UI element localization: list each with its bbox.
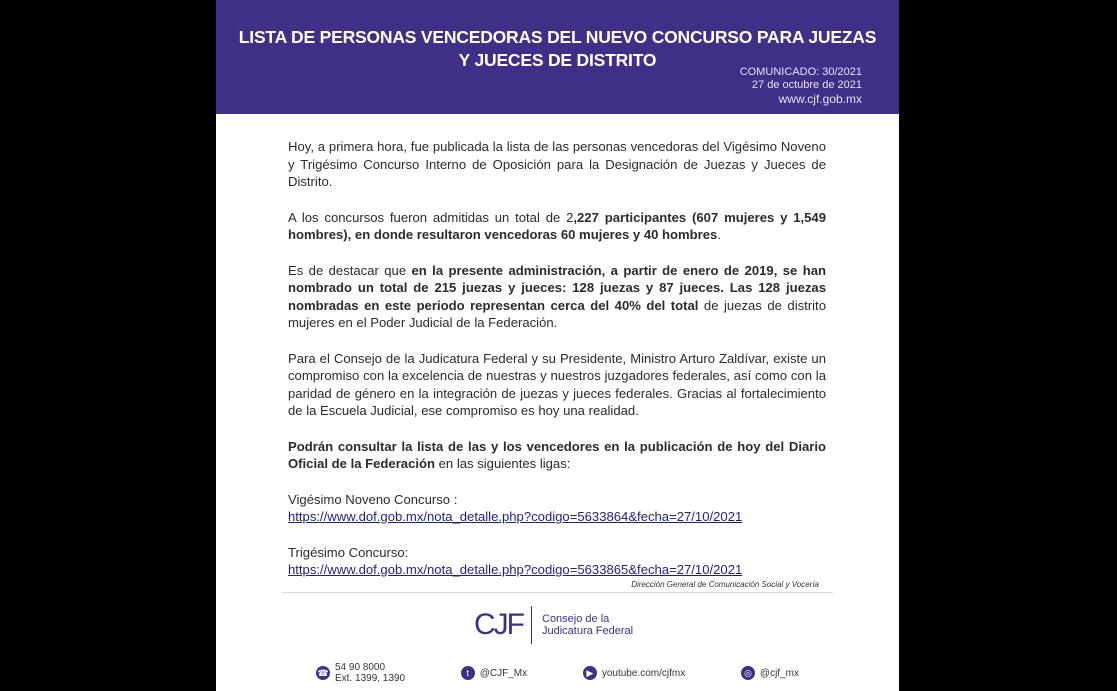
paragraph-1: Hoy, a primera hora, fue publicada la lista de las personas vencedoras del Vigésimo Noveno y Trigésimo Concurso Interno de Oposición para la Designación de Juezas y Jueces de Distrito. [288, 139, 826, 189]
p3-text: Es de destacar que [288, 262, 412, 278]
logo-text [542, 613, 633, 637]
paragraph-5 [288, 438, 826, 473]
logo-separator [531, 606, 532, 644]
twitter-handle[interactable]: @CJF_Mx [479, 667, 528, 679]
paragraph-2 [288, 209, 826, 244]
phone-icon: ☎ [316, 666, 330, 680]
phone-contact [316, 662, 405, 684]
youtube-link[interactable]: youtube.com/cjfmx [601, 667, 686, 679]
phone-text [335, 662, 405, 684]
p3-bold: en la presente administración, a partir de enero de 2019, se han nombrado un total de 215 juezas y jueces: 128 juezas y 87 jueces. Las 128 juezas nombradas en este periodo representan cerca del 40% del total [288, 262, 826, 313]
p5-bold: Podrán consultar la lista de las y los vencedores en la publicación de hoy del Diario Oficial de la Federación [288, 438, 826, 471]
link-block-2 [288, 544, 826, 579]
p2-bold: ,227 participantes (607 mujeres y 1,549 hombres), en donde resultaron vencedoras 60 mujeres y 40 hombres [288, 209, 826, 242]
instagram-handle[interactable]: @cjf_mx [759, 667, 799, 679]
link-block-1 [288, 491, 826, 526]
link2-url[interactable]: https://www.dof.gob.mx/nota_detalle.php?codigo=5633865&fecha=27/10/2021 [288, 562, 743, 577]
contact-footer [316, 662, 799, 684]
youtube-icon: ▶ [583, 666, 597, 680]
release-date: 27 de octubre de 2021 [751, 78, 862, 91]
signature: Dirección General de Comunicación Social y Vocería [631, 580, 819, 589]
title-line-2: Y JUECES DE DISTRITO [458, 50, 657, 70]
p2-end: . [717, 227, 721, 242]
paragraph-4: Para el Consejo de la Judicatura Federal y su Presidente, Ministro Arturo Zaldívar, existe un compromiso con la excelencia de nuestras y nuestros juzgadores federales, así como con la paridad de género en la integración de juezas y jueces federales. Gracias al fortalecimiento de la Escuela Judicial, ese compromiso es hoy una realidad. [288, 350, 826, 418]
instagram-icon: ◎ [741, 666, 755, 680]
phone-number: 54 90 8000 [335, 662, 386, 673]
instagram-contact[interactable] [741, 666, 799, 680]
press-release-page [216, 0, 899, 691]
youtube-contact[interactable] [583, 666, 685, 680]
cjf-logo [474, 604, 633, 646]
p3-end: de juezas de distrito mujeres en el Poder Judicial de la Federación. [288, 297, 826, 330]
title-line-1: LISTA DE PERSONAS VENCEDORAS DEL NUEVO CONCURSO PARA JUEZAS [238, 27, 877, 47]
release-meta [740, 66, 862, 106]
website-link[interactable]: www.cjf.gob.mx [778, 92, 862, 106]
comunicado-number: COMUNICADO: 30/2021 [739, 66, 862, 78]
twitter-contact[interactable] [461, 666, 527, 680]
phone-ext: Ext. 1399, 1390 [335, 673, 406, 684]
divider [282, 592, 833, 593]
p2-text: A los concursos fueron admitidas un total de 2 [288, 209, 574, 225]
twitter-icon: t [461, 666, 475, 680]
paragraph-3 [288, 262, 826, 332]
logo-mark: CJF [474, 608, 523, 641]
release-body [288, 138, 826, 579]
logo-line-2: Judicatura Federal [542, 625, 634, 637]
link2-label: Trigésimo Concurso: [288, 544, 409, 560]
link1-label: Vigésimo Noveno Concurso : [288, 491, 458, 507]
p5-text: en las siguientes ligas: [435, 456, 571, 471]
link1-url[interactable]: https://www.dof.gob.mx/nota_detalle.php?codigo=5633864&fecha=27/10/2021 [288, 509, 743, 524]
header-banner [216, 0, 899, 114]
logo-line-1: Consejo de la [542, 613, 610, 625]
